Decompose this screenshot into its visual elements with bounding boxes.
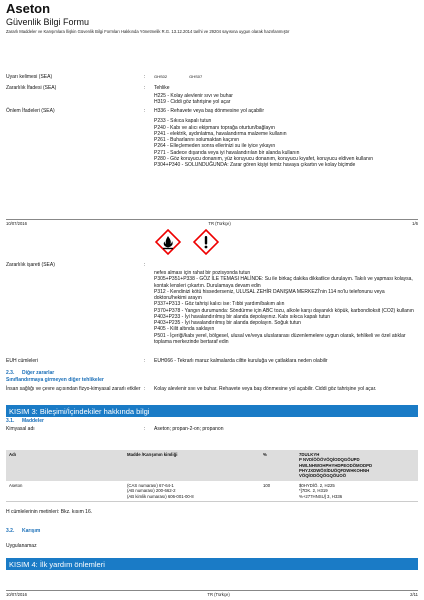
hazard-statement: H225 - Kolay alevlenir sıvı ve buhar <box>154 93 233 99</box>
precaution-continued <box>6 270 418 345</box>
footer-language: TR (Türkçe) <box>207 592 230 597</box>
composition-table <box>6 450 418 502</box>
table-row <box>6 481 418 502</box>
hazard-statements <box>154 93 418 106</box>
precaution-statement: P280 - Göz koruyucu donanım, yüz koruyucu donanım, koruyucu kıyafet, koruyucu eldiven kullanın <box>154 155 374 162</box>
signal-word-value: Tehlike <box>154 85 170 91</box>
exclamation-icon <box>193 229 219 255</box>
euh-row: EUH cümleleri : EUH066 - Tekrarlı maruz kalmalarda ciltte kuruluğa ve çatlaklara neden olabilir <box>6 358 418 364</box>
footer-date: 10/07/2016 <box>6 592 27 597</box>
column-header-name: Adı <box>6 450 124 481</box>
precaution-statement: P337+P313 - Göz tahrişi kalıcı ise: Tıbbi yardım/bakım alın <box>154 301 285 308</box>
precaution-row: Önlem İfadeleri (SEA) : H336 - Rehavete veya baş dönmesine yol açabilir P233 - Sıkıca kapalı tutun P240 - Kabı ve alıcı ekipmanı toprağa oturtun/bağlayın P241 - elektrik, aydınlatma, havalandırma malzeme kullanın P261 - Buharlarını solumaktan kaçının P264 - Elleçlemeden sonra ellerinizi su ile iyice yıkayın P271 - Sadece dışarıda veya iyi havalandırılan bir alanda kullanın P280 - Göz koruyucu donanım, yüz koruyucu donanım, koruyucu kıyafet, koruyucu eldiven kullanın P304+P340 - SOLUNDUĞUNDA: Zarar gören kişiyi temiz havaya çıkartın ve kolay biçimde <box>6 108 418 168</box>
precaution-label: Önlem İfadeleri (SEA) <box>6 108 55 114</box>
precaution-statement: nefes alması için rahat bir pozisyonda tutun <box>154 270 251 276</box>
hazard-label: Zararlılık İfadesi (SEA) <box>6 85 57 91</box>
column-header-percent: % <box>260 450 296 481</box>
footer-language: TR (Türkçe) <box>208 221 231 226</box>
footer-date: 10/07/2016 <box>6 221 27 226</box>
column-header-classification: 7DULKYH P NVDÍÖÖÖVÖQÍODQGÖUPD HWLNHWOHPHYHDPEODÖMODPD PHYJXDWÖXÍDUÖQFDWHKOHNH VÖQÍODÖQÖGQÖUOÖ <box>296 450 418 481</box>
pictogram-codes <box>154 74 418 80</box>
other-hazards-label: İnsan sağlığı ve çevre açısından fizyo-kimyasal zararlı etkiler <box>6 386 141 392</box>
section-3-1-heading: 3.1. Maddeler <box>6 418 44 424</box>
precaution-statement: P240 - Kabı ve alıcı ekipmanı toprağa oturtun/bağlayın <box>154 124 275 131</box>
pictogram-row: Zararlılık işareti (SEA) : <box>6 262 146 268</box>
cell-name: Aseton <box>6 481 124 502</box>
precaution-statement: P304+P340 - SOLUNDUĞUNDA: Zarar gören kişiyi temiz havaya çıkartın ve kolay biçimde <box>154 162 356 168</box>
section-3-header: KISIM 3: Bileşimi/İçindekiler hakkında bilgi <box>6 405 418 417</box>
pictogram-code-exclamation: GHS07 <box>189 74 203 79</box>
hazard-statement: H336 - Rehavete veya baş dönmesine yol açabilir <box>154 108 265 114</box>
other-hazards-row: İnsan sağlığı ve çevre açısından fizyo-kimyasal zararlı etkiler : Kolay alevlenir sıvı ve buhar. Rehavete veya baş dönmesine yol açabilir. Ciddi göz tahrişine yol açar. <box>6 386 418 392</box>
precaution-statement: P261 - Buharlarını solumaktan kaçının <box>154 137 240 143</box>
cell-classification: $0HYDÍÖ. 2, H225 *]7DK. 2, H319 %+277HNSU] 3, H336 <box>296 481 418 502</box>
euh-label: EUH cümleleri <box>6 358 38 364</box>
chemical-name-row: Kimyasal adı : Aseton; propan-2-on; propanon <box>6 426 418 432</box>
footer-page: 1/6 <box>412 221 418 226</box>
precaution-statement: P305+P351+P338 - GÖZ İLE TEMASI HALİNDE: Su ile birkaç dakika dikkatlice durulayın. Takılı ve yapması kolaysa, kontak lensleri çıkartın. Durulamaya devam edin <box>154 276 413 289</box>
section-3-2-heading: 3.2. Karışım <box>6 528 41 534</box>
ghs-pictograms <box>155 229 219 255</box>
other-hazards-value: Kolay alevlenir sıvı ve buhar. Rehavete veya baş dönmesine yol açabilir. Ciddi göz tahrişine yol açar. <box>154 386 377 392</box>
page-footer-2 <box>6 590 418 597</box>
cell-percent: 100 <box>260 481 296 502</box>
pictogram-code-flame: GHS02 <box>154 74 168 79</box>
precaution-statement: P271 - Sadece dışarıda veya iyi havalandırılan bir alanda kullanın <box>154 149 300 156</box>
hazard-statement: H319 - Ciddi göz tahrişine yol açar <box>154 99 231 106</box>
precaution-statements <box>154 108 418 168</box>
euh-value: EUH066 - Tekrarlı maruz kalmalarda ciltte kuruluğa ve çatlaklara neden olabilir <box>154 358 328 364</box>
document-title: Aseton <box>6 1 51 16</box>
page-footer-1 <box>6 219 418 226</box>
document-header <box>6 2 418 34</box>
precaution-statement: P264 - Elleçlemeden sonra ellerinizi su ile iyice yıkayın <box>154 143 276 150</box>
h-statements-note: H cümlelerinin metinleri: Bkz. kısım 16. <box>6 509 93 515</box>
chemical-name-label: Kimyasal adı <box>6 426 35 432</box>
flame-icon <box>155 229 181 255</box>
hazard-row: Zararlılık İfadesi (SEA) : Tehlike <box>6 85 418 91</box>
document-subtitle: Güvenlik Bilgi Formu <box>6 17 90 27</box>
hazard-statements-row <box>6 93 418 106</box>
precaution-statement: P501 - İçeriği/kabı yerel, bölgesel, ulusal ve/veya uluslararası düzenlemelere uygun olarak, tehlikeli ve özel atıklar toplama merkezinde bertaraf edin <box>154 332 406 345</box>
precaution-statement: P403+P233 - İyi havalandırılmış bir alanda depolayınız. Kabı sıkıca kapalı tutun <box>154 313 331 320</box>
chemical-name-value: Aseton; propan-2-on; propanon <box>154 426 224 432</box>
footer-page: 2/11 <box>410 592 418 597</box>
precaution-statement: P312 - Kendinizi kötü hissederseniz, ULUSAL ZEHİR DANIŞMA MERKEZİ'nin 114 no'lu telefonunu veya doktoru/hekimi arayın <box>154 288 385 301</box>
precaution-statement: P241 - elektrik, aydınlatma, havalandırma malzeme kullanın <box>154 130 287 137</box>
precaution-statement: P370+P378 - Yangın durumunda: Söndürme için ABC tozu, alkole karşı dayanıklı köpük, karbondioksit (CO2) kullanın <box>154 307 414 314</box>
precaution-statement: P405 - Kilit altında saklayın <box>154 326 215 333</box>
section-4-header: KISIM 4: İlk yardım önlemleri <box>6 558 418 570</box>
signal-word-label: Uyarı kelimesi (SEA) <box>6 74 53 80</box>
table-header-row <box>6 450 418 481</box>
precaution-statement: P233 - Sıkıca kapalı tutun <box>154 118 212 125</box>
section-2-3-subheading: Sınıflandırmaya girmeyen diğer tehlikeler <box>6 377 104 383</box>
signal-word-row: Uyarı kelimesi (SEA) : GHS02 GHS07 <box>6 74 418 80</box>
column-header-identity: Madde /Karışımın kimliği <box>124 450 260 481</box>
cell-identity: (CAS numarası) 67-64-1 (AB numarası) 200-662-2 (AB kimlik numarası) 606-001-00-8 <box>124 481 260 502</box>
mixture-value: Uygulanamaz <box>6 543 37 549</box>
section-2-3-heading: 2.3. Diğer zararlar <box>6 370 55 376</box>
precaution-statement: P403+P235 - İyi havalandırılmış bir alanda depolayın. Soğuk tutun <box>154 320 301 326</box>
pictogram-label: Zararlılık işareti (SEA) <box>6 262 55 268</box>
regulation-note: Zararlı Maddeler ve Karışımlara İlişkin Güvenlik Bilgi Formları Hakkında Yönetmelik R.G. 13.12.2014 tarihi ve 29204 sayısına uygun olarak hazırlanmıştır <box>6 29 290 34</box>
